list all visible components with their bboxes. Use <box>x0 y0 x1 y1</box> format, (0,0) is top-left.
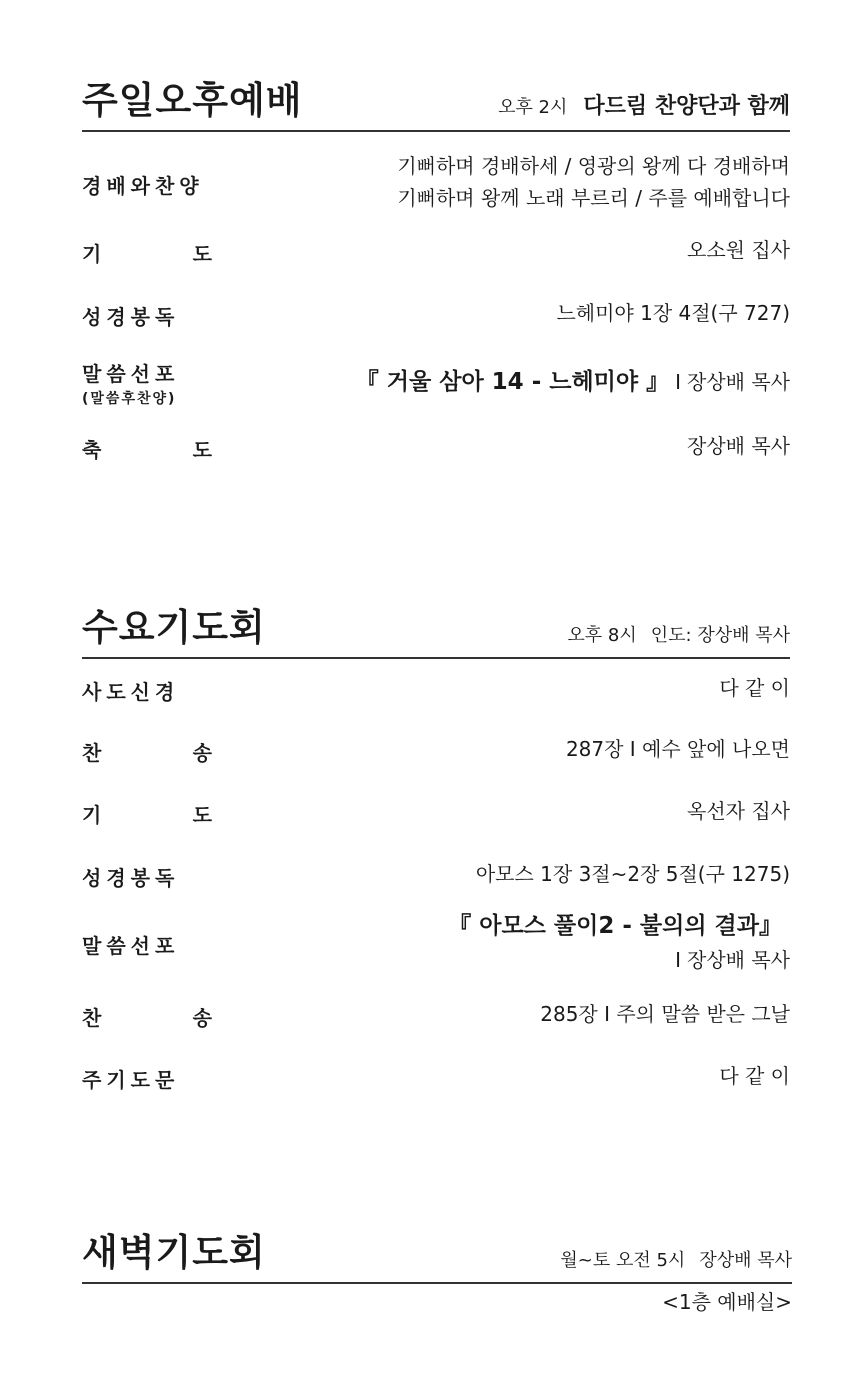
sunday-service-header <box>82 79 790 132</box>
order-value: 아모스 1장 3절~2장 5절(구 1275) <box>475 862 790 886</box>
preacher: 장상배 목사 <box>687 370 790 394</box>
order-label-char: 축 <box>82 438 102 462</box>
order-label-char: 찬 <box>82 1006 102 1030</box>
separator: I <box>675 948 682 972</box>
sunday-service-title: 주일오후예배 <box>82 79 303 122</box>
order-value: 느헤미야 1장 4절(구 727) <box>556 301 790 325</box>
dawn-meta <box>560 1246 792 1272</box>
order-value: 285장 I 주의 말씀 받은 그날 <box>540 1002 790 1026</box>
sermon-title: 『 아모스 풀이2 - 불의의 결과』 <box>448 913 782 939</box>
sunday-service-section <box>82 79 790 132</box>
order-value: 옥선자 집사 <box>687 799 790 823</box>
order-label <box>82 358 179 408</box>
wednesday-time: 오후 8시 <box>567 625 637 646</box>
wednesday-header <box>82 606 790 659</box>
dawn-location: <1층 예배실> <box>662 1290 792 1314</box>
wednesday-section <box>82 606 790 659</box>
order-value-line: 기뻐하며 경배하세 / 영광의 왕께 다 경배하며 <box>397 154 790 178</box>
order-value: 287장 I 예수 앞에 나오면 <box>565 737 790 761</box>
order-label <box>82 1002 212 1031</box>
order-label-char: 찬 <box>82 741 102 765</box>
order-label-char: 도 <box>192 438 212 462</box>
order-sublabel: (말씀후찬양) <box>82 391 177 407</box>
order-label-char: 도 <box>192 242 212 266</box>
order-label: 주기도문 <box>82 1068 180 1092</box>
order-value <box>669 944 790 976</box>
wednesday-title: 수요기도회 <box>82 606 266 649</box>
separator: I <box>675 370 682 394</box>
order-value <box>356 366 790 398</box>
sunday-service-note: 다드림 찬양단과 함께 <box>583 94 790 119</box>
order-label: 성경봉독 <box>82 305 180 329</box>
order-label-char: 기 <box>82 242 102 266</box>
dawn-leader: 장상배 목사 <box>699 1250 792 1271</box>
dawn-header <box>82 1231 792 1284</box>
order-label-char: 송 <box>192 741 212 765</box>
order-label: 성경봉독 <box>82 866 180 890</box>
order-label <box>82 799 212 828</box>
order-label-char: 도 <box>192 803 212 827</box>
preacher: 장상배 목사 <box>687 948 790 972</box>
order-value: 다 같 이 <box>719 1064 790 1088</box>
order-label: 사도신경 <box>82 680 180 704</box>
order-value: 장상배 목사 <box>687 434 790 458</box>
dawn-time: 월~토 오전 5시 <box>560 1250 686 1271</box>
sermon-title: 『 거울 삼아 14 - 느헤미야 』 <box>355 369 670 395</box>
sunday-service-time: 오후 2시 <box>498 97 568 118</box>
wednesday-meta <box>567 621 790 647</box>
order-label <box>82 737 212 766</box>
order-label-char: 기 <box>82 803 102 827</box>
dawn-title: 새벽기도회 <box>82 1231 266 1274</box>
wednesday-leader: 인도: 장상배 목사 <box>650 625 790 646</box>
order-label: 경배와찬양 <box>82 174 204 198</box>
dawn-section <box>82 1231 792 1314</box>
order-value: 다 같 이 <box>719 676 790 700</box>
order-label <box>82 434 212 463</box>
order-label: 말씀선포 <box>82 934 180 958</box>
order-label-char: 송 <box>192 1006 212 1030</box>
order-value: 오소원 집사 <box>687 238 790 262</box>
order-label-main: 말씀선포 <box>82 362 180 386</box>
order-value-line: 기뻐하며 왕께 노래 부르리 / 주를 예배합니다 <box>397 186 790 210</box>
order-value <box>448 910 782 942</box>
order-label <box>82 238 212 267</box>
sunday-service-meta <box>498 89 790 120</box>
